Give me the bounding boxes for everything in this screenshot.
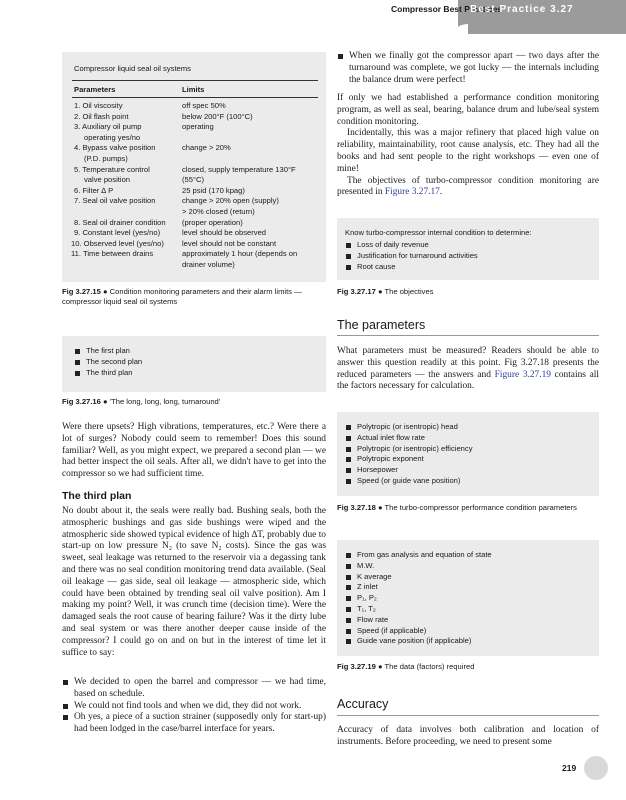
text-span: contains all the factors necessary for calculation. bbox=[337, 369, 599, 392]
list-item: T₁, T₂ bbox=[345, 604, 492, 615]
list-item: Speed (or guide vane position) bbox=[345, 476, 473, 487]
left-paragraph-1 bbox=[62, 422, 326, 481]
list-item: Polytropic (or isentropic) head bbox=[345, 422, 473, 433]
data-factors-list bbox=[345, 550, 492, 647]
performance-box bbox=[337, 412, 599, 496]
table-cell-parameter: valve position bbox=[84, 175, 131, 185]
list-item: The first plan bbox=[74, 346, 142, 357]
list-item: Speed (if applicable) bbox=[345, 626, 492, 637]
table-cell-parameter: 3. Auxiliary oil pump bbox=[74, 122, 142, 132]
paragraph-text: Incidentally, this was a major refinery that placed high value on reliability, maintainability, root cause analysis, etc. They had all the books and had sent people to the right workshops — even one of mine! bbox=[337, 128, 599, 174]
list-item: Loss of daily revenue bbox=[345, 240, 478, 251]
accuracy-heading: Accuracy bbox=[337, 697, 389, 711]
list-item: Polytropic exponent bbox=[345, 454, 473, 465]
right-paragraphs bbox=[337, 93, 599, 199]
table-cell-parameter: 7. Seal oil valve position bbox=[74, 196, 156, 206]
table-cell-parameter: 8. Seal oil drainer condition bbox=[74, 217, 166, 227]
text-span: The objectives of turbo-compressor condition monitoring are presented in bbox=[337, 175, 599, 198]
parameters-paragraph bbox=[337, 346, 599, 393]
table-cell-limit: (proper operation) bbox=[182, 217, 243, 227]
table-rule-top bbox=[72, 80, 318, 81]
text-span: . bbox=[439, 187, 443, 198]
list-item: Actual inlet flow rate bbox=[345, 433, 473, 444]
table-cell-limit: approximately 1 hour (depends on bbox=[182, 249, 298, 259]
table-cell-parameter: (P.D. pumps) bbox=[84, 154, 128, 163]
left-paragraph-2 bbox=[62, 506, 326, 659]
running-header: Compressor Best Practices bbox=[391, 4, 503, 14]
list-item: Guide vane position (if applicable) bbox=[345, 636, 492, 647]
paragraph-text: If only we had established a performance condition monitoring program, as well as seal, bearing, balance drum and lube/seal system condition monitoring. bbox=[337, 93, 599, 127]
third-plan-heading: The third plan bbox=[62, 490, 132, 502]
table-cell-limit: operating bbox=[182, 122, 214, 132]
caption-text: 'The long, long, long, turnaround' bbox=[109, 397, 221, 406]
left-bullets bbox=[62, 677, 326, 736]
page-corner-circle bbox=[584, 756, 608, 780]
table-cell-limit: (55°C) bbox=[182, 175, 205, 185]
caption-text: Condition monitoring parameters and their alarm limits — compressor liquid seal oil systems bbox=[62, 287, 302, 306]
plans-list bbox=[74, 346, 142, 378]
table-cell-limit: 25 psid (170 kpag) bbox=[182, 185, 245, 195]
table-rule-header bbox=[72, 97, 318, 98]
figure-caption-3-27-16: Fig 3.27.16 ● 'The long, long, long, turnaround' bbox=[62, 397, 221, 406]
list-item: Horsepower bbox=[345, 465, 473, 476]
data-factors-box bbox=[337, 540, 599, 656]
caption-number: Fig 3.27.18 bbox=[337, 503, 376, 512]
section-tab-label: Best Practice 3.27 bbox=[470, 4, 574, 15]
paragraph-text: No doubt about it, the seals were really bad. Bushing seals, both the atmospheric bushings and gas side bushings were wiped and the atmospheric side showed typical evidence of high ∆T, probably due to start-up on low pressure N₂ (to save N₂ costs). Since the gas was sweet, seal leakage was returned to the reservoir via a degassing tank and there was no seal condition monitoring trend data available. (Seal oil leakage — gas side, seal oil leakage — atmospheric side, which could have been obtained by trending seal oil valve position). Am I making my point? Well, it was crunch time (decision time). Were the damaged seals the root cause of bearing failure? Was it the dirty lube and seal system or was there another deeper cause inside of the compressor? I could go on and on but in the interest of time let it suffice to say: bbox=[62, 506, 326, 658]
table-cell-parameter: 4. Bypass valve position bbox=[74, 143, 156, 153]
table-cell-parameter: operating yes/no bbox=[84, 132, 141, 142]
list-item: The third plan bbox=[74, 368, 142, 379]
table-cell-limit: > 20% closed (return) bbox=[182, 207, 255, 216]
list-item: K average bbox=[345, 572, 492, 583]
list-item: The second plan bbox=[74, 357, 142, 368]
performance-list bbox=[345, 422, 473, 487]
table-cell-limit: off spec 50% bbox=[182, 101, 226, 110]
figure-link[interactable]: Figure 3.27.17 bbox=[384, 187, 440, 198]
caption-text: The data (factors) required bbox=[384, 662, 475, 671]
caption-text: The turbo-compressor performance condition parameters bbox=[384, 503, 577, 512]
table-cell-parameter: 2. Oil flash point bbox=[74, 111, 129, 121]
table-header-parameters: Parameters bbox=[74, 85, 116, 94]
objectives-list bbox=[345, 240, 478, 272]
caption-number: Fig 3.27.16 bbox=[62, 397, 101, 406]
table-cell-limit: change > 20% bbox=[182, 143, 231, 153]
header-tab-curve bbox=[448, 24, 468, 44]
table-cell-parameter: 11. Time between drains bbox=[71, 249, 154, 259]
list-item: When we finally got the compressor apart — two days after the turnaround was complete, we got lucky — the internals including the balance drum were perfect! bbox=[337, 51, 599, 86]
paragraph-text bbox=[337, 176, 599, 200]
text-span: What parameters must be measured? Readers should be able to answer this question readily at this point. Fig 3.27.18 presents the reduced parameters — the answers and bbox=[337, 346, 599, 380]
table-cell-parameter: 5. Temperature control bbox=[74, 164, 150, 174]
list-item: Z inlet bbox=[345, 582, 492, 593]
figure-caption-3-27-17: Fig 3.27.17 ● The objectives bbox=[337, 287, 434, 296]
caption-text: The objectives bbox=[384, 287, 434, 296]
list-item: Justification for turnaround activities bbox=[345, 251, 478, 262]
paragraph-text: Were there upsets? High vibrations, temperatures, etc.? Were there a lot of surges? Nobody could seem to remember! Does this sound familiar? Well, as you might expect, we prepared a second plan — we had better inspect the oil seals. After all, we didn't have to get into the compressor so we had sufficient time. bbox=[62, 422, 326, 480]
figure-caption-3-27-19: Fig 3.27.19 ● The data (factors) required bbox=[337, 662, 475, 671]
table-cell-limit: drainer volume) bbox=[182, 260, 235, 269]
caption-number: Fig 3.27.19 bbox=[337, 662, 376, 671]
list-item: M.W. bbox=[345, 561, 492, 572]
objectives-title: Know turbo-compressor internal condition to determine: bbox=[345, 228, 532, 237]
bullet-list bbox=[337, 51, 599, 86]
table-cell-limit: closed, supply temperature 130°F bbox=[182, 164, 296, 174]
list-item: Oh yes, a piece of a suction strainer (supposedly only for start-up) had been lodged in the case/barrel interface for years. bbox=[62, 712, 326, 736]
figure-caption-3-27-18: Fig 3.27.18 ● The turbo-compressor performance condition parameters bbox=[337, 503, 577, 512]
list-item: Root cause bbox=[345, 262, 478, 273]
list-item: From gas analysis and equation of state bbox=[345, 550, 492, 561]
table-cell-limit: below 200°F (100°C) bbox=[182, 111, 253, 121]
list-item: Flow rate bbox=[345, 615, 492, 626]
objectives-box bbox=[337, 218, 599, 280]
bullet-list bbox=[62, 677, 326, 736]
list-item: We decided to open the barrel and compressor — we had time, based on schedule. bbox=[62, 677, 326, 701]
figure-caption-3-27-15: Fig 3.27.15 ● Condition monitoring parameters and their alarm limits — compressor liquid seal oil systems bbox=[62, 287, 302, 306]
table-cell-parameter: 6. Filter ∆ P bbox=[74, 185, 114, 195]
right-top-bullet bbox=[337, 51, 599, 86]
table-title: Compressor liquid seal oil systems bbox=[74, 64, 191, 73]
list-item: Polytropic (or isentropic) efficiency bbox=[345, 444, 473, 455]
heading-rule bbox=[337, 715, 599, 716]
figure-link[interactable]: Figure 3.27.19 bbox=[494, 369, 551, 380]
table-cell-limit: level should be observed bbox=[182, 228, 267, 238]
table-cell-parameter: 9. Constant level (yes/no) bbox=[74, 228, 161, 238]
parameters-heading: The parameters bbox=[337, 318, 426, 332]
table-cell-parameter: 10. Observed level (yes/no) bbox=[71, 238, 164, 248]
table-cell-limit: change > 20% open (supply) bbox=[182, 196, 279, 206]
accuracy-paragraph bbox=[337, 725, 599, 749]
page-number: 219 bbox=[562, 763, 577, 773]
table-header-limits: Limits bbox=[182, 85, 205, 94]
table-cell-limit: level should not be constant bbox=[182, 238, 277, 248]
seal-oil-table-box bbox=[62, 52, 326, 282]
caption-number: Fig 3.27.17 bbox=[337, 287, 376, 296]
paragraph-text bbox=[337, 346, 599, 393]
list-item: We could not find tools and when we did, they did not work. bbox=[62, 701, 326, 713]
table-cell-parameter: 1. Oil viscosity bbox=[74, 101, 123, 110]
paragraph-text: Accuracy of data involves both calibration and location of instruments. Before proceeding, we need to present some bbox=[337, 725, 599, 747]
plans-box bbox=[62, 336, 326, 392]
caption-number: Fig 3.27.15 bbox=[62, 287, 101, 296]
list-item: P₁, P₂ bbox=[345, 593, 492, 604]
heading-rule bbox=[337, 335, 599, 336]
